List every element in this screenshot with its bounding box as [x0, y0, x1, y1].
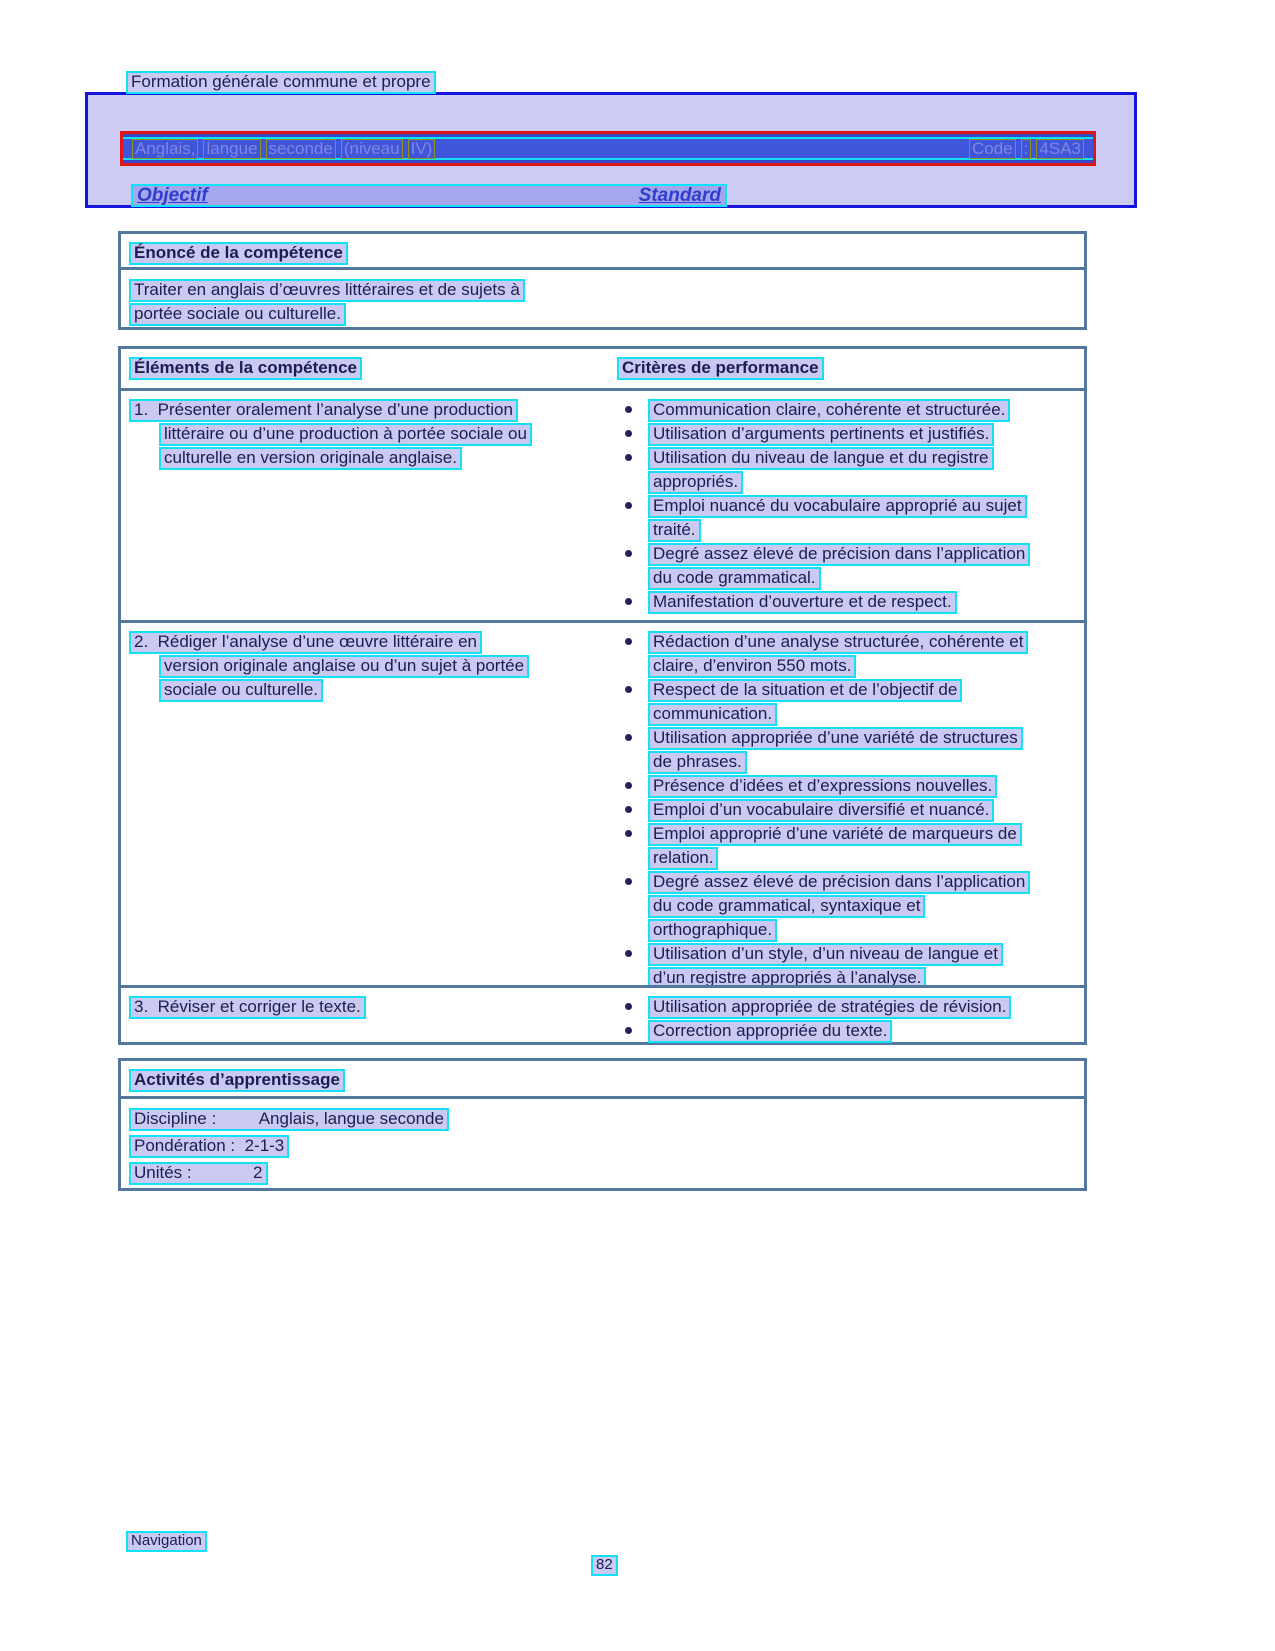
objectif-heading: Objectif: [137, 185, 208, 206]
course-code: [969, 139, 1084, 159]
bullet-icon: [625, 406, 632, 413]
criteria-item: [603, 631, 1084, 655]
element-text-line: culturelle en version originale anglaise.: [159, 447, 462, 470]
activites-body: [121, 1099, 1084, 1189]
bullet-icon: [625, 950, 632, 957]
enonce-header-row: [121, 234, 1084, 270]
bullet-icon: [625, 734, 632, 741]
criteria-line: Degré assez élevé de précision dans l’application: [648, 543, 1030, 566]
criteria-line: Manifestation d’ouverture et de respect.: [648, 591, 957, 614]
criteria-line: Utilisation d’arguments pertinents et justifiés.: [648, 423, 994, 446]
enonce-header: Énoncé de la compétence: [129, 242, 348, 265]
criteria-item: [603, 447, 1084, 471]
criteria-line: Emploi nuancé du vocabulaire approprié au sujet: [648, 495, 1027, 518]
criteria-line: Correction appropriée du texte.: [648, 1020, 892, 1043]
criteria-item: [603, 495, 1084, 519]
criteria-line: Emploi approprié d’une variété de marqueurs de: [648, 823, 1022, 846]
activites-box: [118, 1058, 1087, 1191]
criteria-item: [603, 399, 1084, 423]
page-number: 82: [591, 1555, 618, 1576]
discipline-line: Discipline : Anglais, langue seconde: [129, 1108, 449, 1131]
bullet-icon: [625, 430, 632, 437]
enonce-body: [121, 270, 1084, 327]
bullet-icon: [625, 830, 632, 837]
program-header-box: [85, 92, 1137, 208]
element-cell: [129, 399, 603, 620]
bullet-icon: [625, 806, 632, 813]
course-code-word: :: [1021, 139, 1032, 159]
element-cell: [129, 996, 603, 1045]
criteria-item: [603, 799, 1084, 823]
enonce-box: [118, 231, 1087, 330]
criteria-line: Utilisation du niveau de langue et du registre: [648, 447, 994, 470]
course-title-word: langue: [203, 139, 260, 159]
course-title-word: seconde: [266, 139, 336, 159]
course-title-word: IV): [408, 139, 436, 159]
bullet-icon: [625, 638, 632, 645]
criteria-item: [603, 996, 1084, 1020]
bullet-icon: [625, 550, 632, 557]
criteria-line-cont: orthographique.: [603, 919, 1084, 943]
criteria-line: Emploi d’un vocabulaire diversifié et nuancé.: [648, 799, 994, 822]
element-text-line: version originale anglaise ou d’un sujet à portée: [159, 655, 529, 678]
ponderation-line: Pondération : 2-1-3: [129, 1135, 289, 1158]
objectif-standard-row: [131, 184, 727, 207]
course-title: [132, 139, 435, 159]
criteria-line: Communication claire, cohérente et structurée.: [648, 399, 1010, 422]
activites-header: Activités d’apprentissage: [129, 1069, 345, 1092]
bullet-icon: [625, 598, 632, 605]
criteria-line-cont: de phrases.: [603, 751, 1084, 775]
element-text-line: littéraire ou d’une production à portée sociale ou: [159, 423, 532, 446]
criteria-line-cont: du code grammatical.: [603, 567, 1084, 591]
bullet-icon: [625, 1003, 632, 1010]
criteria-item: [603, 1020, 1084, 1044]
criteria-item: [603, 823, 1084, 847]
element-text-line: 3. Réviser et corriger le texte.: [129, 996, 366, 1019]
bullet-icon: [625, 878, 632, 885]
criteria-line: Présence d’idées et d’expressions nouvelles.: [648, 775, 997, 798]
table-row: [121, 391, 1084, 623]
criteria-line: Utilisation d’un style, d’un niveau de langue et: [648, 943, 1003, 966]
criteria-line: Utilisation appropriée de stratégies de révision.: [648, 996, 1011, 1019]
bullet-icon: [625, 454, 632, 461]
criteria-item: [603, 727, 1084, 751]
course-title-stripe: [123, 137, 1093, 160]
enonce-text-line: Traiter en anglais d’œuvres littéraires et de sujets à: [129, 279, 525, 302]
unites-line: Unités : 2: [129, 1162, 268, 1185]
criteria-cell: [603, 996, 1084, 1045]
course-title-word: (niveau: [341, 139, 403, 159]
criteria-line: Utilisation appropriée d’une variété de structures: [648, 727, 1023, 750]
criteria-line: Degré assez élevé de précision dans l’application: [648, 871, 1030, 894]
element-text-line: 1. Présenter oralement l’analyse d’une production: [129, 399, 518, 422]
criteria-item: [603, 543, 1084, 567]
bullet-icon: [625, 1027, 632, 1034]
criteria-line-cont: traité.: [603, 519, 1084, 543]
criteria-line-cont: appropriés.: [603, 471, 1084, 495]
bullet-icon: [625, 686, 632, 693]
criteria-line-cont: claire, d’environ 550 mots.: [603, 655, 1084, 679]
course-code-word: 4SA3: [1036, 139, 1084, 159]
top-label-text: Formation générale commune et propre: [126, 71, 436, 94]
bullet-icon: [625, 502, 632, 509]
course-code-word: Code: [969, 139, 1016, 159]
top-label: [126, 71, 436, 94]
activites-header-row: [121, 1061, 1084, 1099]
course-title-bar: [120, 131, 1096, 166]
criteria-line-cont: d’un registre appropriés à l’analyse.: [603, 967, 1084, 988]
criteria-item: [603, 943, 1084, 967]
criteria-item: [603, 871, 1084, 895]
criteria-item: [603, 423, 1084, 447]
criteria-cell: [603, 631, 1084, 988]
standard-heading: Standard: [638, 185, 721, 206]
table-row: [121, 623, 1084, 988]
element-text-line: 2. Rédiger l’analyse d’une œuvre littéraire en: [129, 631, 482, 654]
criteria-cell: [603, 399, 1084, 620]
elements-table: [118, 346, 1087, 1045]
element-text-line: sociale ou culturelle.: [159, 679, 323, 702]
table-header-criteres: Critères de performance: [603, 357, 1084, 388]
table-row: [121, 988, 1084, 1045]
criteria-item: [603, 775, 1084, 799]
criteria-line-cont: du code grammatical, syntaxique et: [603, 895, 1084, 919]
criteria-line-cont: relation.: [603, 847, 1084, 871]
criteria-line-cont: communication.: [603, 703, 1084, 727]
bullet-icon: [625, 782, 632, 789]
enonce-text-line: portée sociale ou culturelle.: [129, 303, 346, 326]
criteria-line: Rédaction d’une analyse structurée, cohérente et: [648, 631, 1028, 654]
element-cell: [129, 631, 603, 988]
criteria-item: [603, 591, 1084, 615]
criteria-line: Respect de la situation et de l’objectif de: [648, 679, 962, 702]
table-header-elements: Éléments de la compétence: [129, 357, 603, 388]
criteria-item: [603, 679, 1084, 703]
navigation-link[interactable]: Navigation: [126, 1531, 207, 1552]
course-title-word: Anglais,: [132, 139, 198, 159]
table-header-row: [121, 349, 1084, 391]
